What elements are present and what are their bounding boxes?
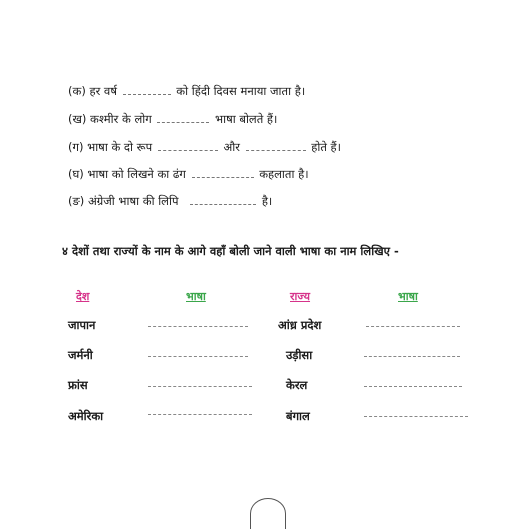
sentence-middle: और [223, 140, 240, 154]
sentence-end: होते हैं। [311, 140, 342, 154]
answer-line[interactable] [364, 416, 468, 417]
sentence-middle: है। [261, 194, 273, 208]
state-cell: बंगाल [286, 409, 310, 423]
answer-line[interactable] [148, 326, 248, 327]
blank-field[interactable] [158, 141, 218, 151]
header-country: देश [76, 290, 90, 303]
answer-line[interactable] [148, 356, 248, 357]
sentence-prefix: (ग) भाषा के दो रूप [68, 140, 153, 154]
country-cell: अमेरिका [68, 409, 104, 423]
blank-field[interactable] [190, 195, 256, 205]
answer-line[interactable] [148, 414, 252, 415]
header-state: राज्य [290, 290, 311, 303]
sentence-prefix: (ङ) अंग्रेजी भाषा की लिपि [68, 194, 179, 208]
sentence-middle: कहलाता है। [259, 167, 309, 181]
answer-line[interactable] [148, 386, 252, 387]
blank-field[interactable] [123, 85, 171, 95]
country-cell: जापान [68, 318, 96, 332]
sentence-middle: भाषा बोलते हैं। [215, 112, 278, 126]
state-cell: केरल [286, 378, 308, 392]
header-language: भाषा [186, 290, 206, 303]
blank-field[interactable] [157, 113, 209, 123]
blank-field[interactable] [192, 168, 254, 178]
sentence-kha [68, 111, 277, 127]
sentence-ka [68, 83, 305, 99]
country-cell: जर्मनी [68, 348, 93, 362]
answer-line[interactable] [364, 386, 462, 387]
answer-line[interactable] [364, 356, 460, 357]
answer-line[interactable] [366, 326, 460, 327]
decorative-drawing [250, 498, 286, 529]
state-cell: उड़ीसा [286, 348, 313, 362]
sentence-middle: को हिंदी दिवस मनाया जाता है। [176, 84, 306, 98]
sentence-prefix: (घ) भाषा को लिखने का ढंग [68, 167, 186, 181]
sentence-prefix: (क) हर वर्ष [68, 84, 117, 98]
blank-field[interactable] [246, 141, 306, 151]
sentence-gha [68, 166, 309, 182]
sentence-ga [68, 139, 341, 155]
sentence-prefix: (ख) कश्मीर के लोग [68, 112, 152, 126]
question-title: ४ देशों तथा राज्यों के नाम के आगे वहाँ बोली जाने वाली भाषा का नाम लिखिए - [62, 244, 399, 258]
sentence-nga [68, 193, 272, 209]
state-cell: आंध्र प्रदेश [278, 318, 322, 332]
country-cell: फ्रांस [68, 378, 88, 392]
header-language-2: भाषा [398, 290, 418, 303]
